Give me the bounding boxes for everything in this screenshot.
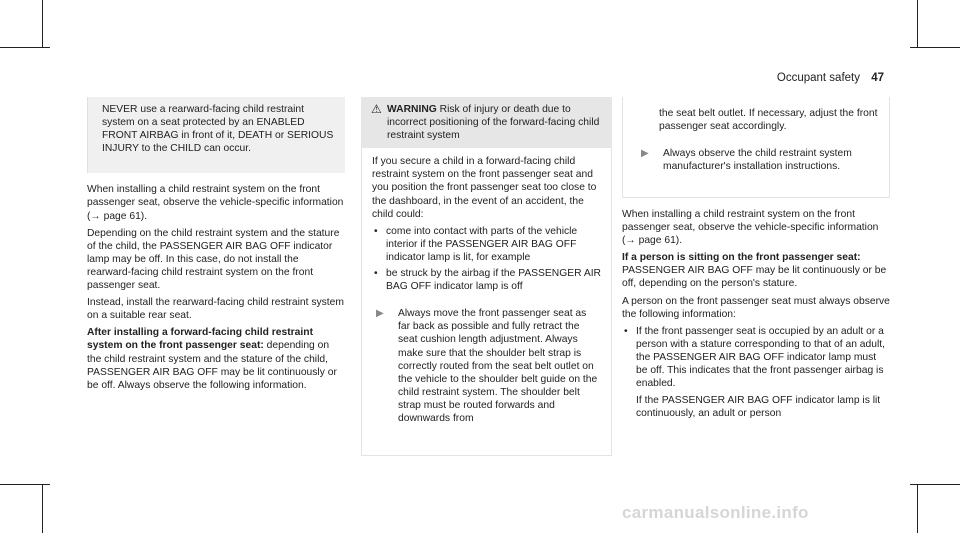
bold-lead: After installing a forward-facing child restraint system on the front passenger seat: bbox=[87, 327, 313, 352]
action-arrow-icon: ▶ bbox=[376, 308, 384, 320]
crop-mark bbox=[910, 484, 960, 485]
action-arrow-icon: ▶ bbox=[641, 148, 649, 160]
paragraph-rest: PASSENGER AIR BAG OFF may be lit continuously or be off, depending on the person's stature. bbox=[622, 265, 887, 290]
action-item bbox=[637, 147, 879, 173]
list-item: • If the front passenger seat is occupied by an adult or a person with a stature corresponding to that of an adult, the PASSENGER AIR BAG OFF indicator lamp must be off. This indicates that the front passenger airbag is enabled. bbox=[622, 325, 890, 390]
page-header bbox=[777, 72, 884, 84]
crop-mark bbox=[917, 0, 918, 48]
paragraph bbox=[87, 326, 345, 391]
continued-text-wrap bbox=[637, 107, 879, 133]
crop-mark bbox=[0, 47, 50, 48]
paragraph bbox=[622, 251, 890, 290]
continued-text: the seat belt outlet. If necessary, adjust the front passenger seat accordingly. bbox=[659, 108, 878, 133]
bold-lead: If a person is sitting on the front passenger seat: bbox=[622, 252, 861, 264]
crop-mark bbox=[910, 47, 960, 48]
list-item: • be struck by the airbag if the PASSENGER AIR BAG OFF indicator lamp is off bbox=[372, 267, 601, 293]
paragraph: A person on the front passenger seat must always observe the following information: bbox=[622, 295, 890, 320]
action-item bbox=[372, 307, 601, 425]
paragraph: If you secure a child in a forward-facing child restraint system on the front passenger seat and you position the front passenger seat too close to the dashboard, in the event of an accident, the child could: bbox=[372, 156, 597, 220]
paragraph: When installing a child restraint system on the front passenger seat, observe the vehicle-specific information (→ page 61). bbox=[622, 209, 879, 247]
crop-mark bbox=[42, 0, 43, 48]
paragraph: When installing a child restraint system on the front passenger seat, observe the vehicle-specific information (→ page 61). bbox=[87, 184, 344, 222]
column-2 bbox=[361, 97, 612, 456]
crop-mark bbox=[0, 484, 50, 485]
column-3 bbox=[622, 97, 890, 424]
section-title: Occupant safety bbox=[776, 72, 860, 84]
note-text: NEVER use a rearward-facing child restraint system on a seat protected by an ENABLED FRONT AIRBAG in front of it, DEATH or SERIOUS INJURY to the CHILD can occur. bbox=[102, 104, 334, 155]
bullet-list bbox=[622, 325, 890, 390]
bullet-list bbox=[372, 225, 601, 293]
watermark: carmanualsonline.info bbox=[622, 503, 809, 522]
warning-label: WARNING bbox=[387, 104, 437, 115]
crop-mark bbox=[917, 484, 918, 533]
paragraph-indented: If the PASSENGER AIR BAG OFF indicator lamp is lit continuously, an adult or person bbox=[636, 395, 881, 420]
paragraph: Instead, install the rearward-facing child restraint system on a suitable rear seat. bbox=[87, 297, 344, 322]
action-text: Always move the front passenger seat as far back as possible and fully retract the seat cushion length adjustment. Always make sure that the shoulder belt strap is correctly routed from the seat belt outlet on the vehicle to the shoulder belt guide on the child restraint system. The shoulder belt strap must be routed forwards and downwards from bbox=[398, 308, 598, 424]
paragraph: Depending on the child restraint system and the stature of the child, the PASSENGER AIR BAG OFF indicator lamp may be off. In this case, do not install the rearward-facing child restraint system on the front passenger seat. bbox=[87, 227, 340, 292]
action-text: Always observe the child restraint system manufacturer's installation instructions. bbox=[663, 148, 852, 173]
warning-body bbox=[361, 148, 612, 456]
paragraph-rest: depending on the child restraint system and the stature of the child, PASSENGER AIR BAG OFF may be lit continuously or be off. Always observe the following information. bbox=[87, 340, 337, 391]
warning-triangle-icon: ⚠ bbox=[371, 102, 382, 116]
warning-title: Risk of injury or death due to incorrect positioning of the forward-facing child restraint system bbox=[387, 104, 600, 142]
warning-continued bbox=[622, 97, 890, 198]
list-item: • come into contact with parts of the vehicle interior if the PASSENGER AIR BAG OFF indicator lamp is lit, for example bbox=[372, 225, 601, 264]
note-box bbox=[87, 97, 345, 173]
column-1 bbox=[87, 97, 345, 396]
warning-header bbox=[361, 97, 612, 148]
crop-mark bbox=[42, 484, 43, 533]
page-number: 47 bbox=[871, 72, 884, 84]
